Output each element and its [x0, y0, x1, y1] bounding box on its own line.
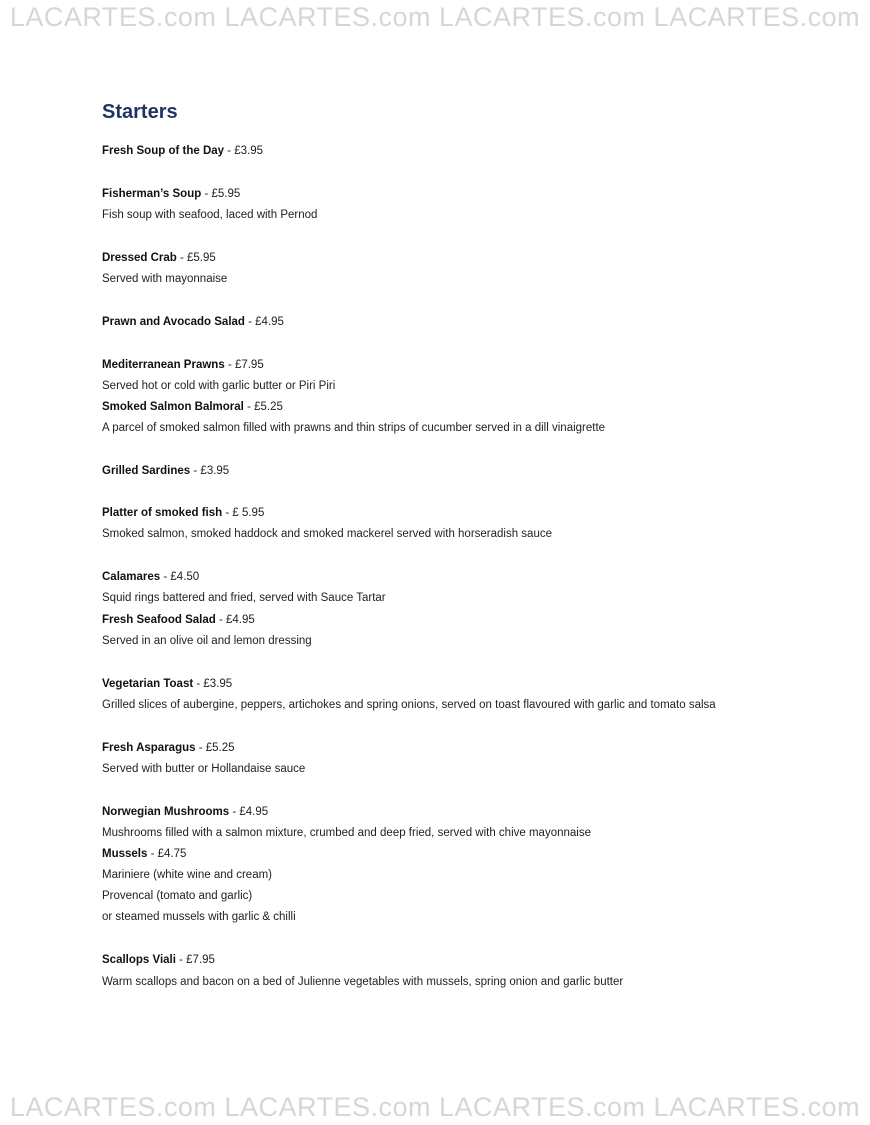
- item-name: Mussels: [102, 848, 148, 860]
- item-price: - £5.95: [176, 252, 216, 264]
- item-name: Fresh Soup of the Day: [102, 145, 225, 157]
- item-name: Prawn and Avocado Salad: [102, 316, 245, 328]
- item-price: - £ 5.95: [222, 507, 265, 519]
- item-price: - £4.50: [160, 571, 200, 583]
- item-name: Vegetarian Toast: [102, 678, 194, 690]
- menu-item-fresh-seafood-salad: [102, 612, 255, 628]
- item-name: Dressed Crab: [102, 252, 177, 264]
- menu-item-platter-smoked-fish: [102, 505, 264, 521]
- item-name: Fresh Asparagus: [102, 742, 196, 754]
- item-name: Grilled Sardines: [102, 465, 191, 477]
- menu-item-prawn-avocado-salad: [102, 314, 284, 330]
- item-description: Served with mayonnaise: [102, 273, 228, 285]
- item-name: Norwegian Mushrooms: [102, 806, 230, 818]
- item-price: - £4.95: [215, 614, 255, 626]
- item-description: Served hot or cold with garlic butter or Piri Piri: [102, 380, 336, 392]
- item-description: Warm scallops and bacon on a bed of Julienne vegetables with mussels, spring onion and garlic butter: [102, 976, 624, 988]
- item-name: Fisherman’s Soup: [102, 188, 202, 200]
- item-name: Scallops Viali: [102, 954, 176, 966]
- item-description: Fish soup with seafood, laced with Pernod: [102, 209, 318, 221]
- menu-item-smoked-salmon-balmoral: [102, 399, 283, 415]
- item-name: Mediterranean Prawns: [102, 359, 225, 371]
- item-name: Fresh Seafood Salad: [102, 614, 216, 626]
- item-price: - £4.75: [147, 848, 187, 860]
- watermark-top: LACARTES.com LACARTES.com LACARTES.com LACARTES.com: [9, 2, 861, 32]
- item-description: Mushrooms filled with a salmon mixture, crumbed and deep fried, served with chive mayonnaise: [102, 827, 591, 839]
- menu-item-grilled-sardines: [102, 463, 229, 479]
- item-description: Squid rings battered and fried, served with Sauce Tartar: [102, 592, 386, 604]
- item-price: - £7.95: [175, 954, 215, 966]
- item-description: Served in an olive oil and lemon dressing: [102, 635, 312, 647]
- watermark-bottom: LACARTES.com LACARTES.com LACARTES.com LACARTES.com: [9, 1092, 861, 1122]
- item-price: - £3.95: [193, 678, 233, 690]
- menu-item-mussels: [102, 846, 186, 862]
- item-description: A parcel of smoked salmon filled with prawns and thin strips of cucumber served in a dill vinaigrette: [102, 422, 606, 434]
- item-description: Mariniere (white wine and cream): [102, 869, 273, 881]
- menu-item-norwegian-mushrooms: [102, 804, 268, 820]
- item-description: Provencal (tomato and garlic): [102, 890, 253, 902]
- menu-item-dressed-crab: [102, 250, 216, 266]
- item-description: Grilled slices of aubergine, peppers, artichokes and spring onions, served on toast flavoured with garlic and tomato salsa: [102, 699, 716, 711]
- item-name: Smoked Salmon Balmoral: [102, 401, 244, 413]
- menu-item-mediterranean-prawns: [102, 357, 264, 373]
- item-name: Calamares: [102, 571, 161, 583]
- menu-item-fresh-soup: [102, 143, 263, 159]
- item-price: - £4.95: [229, 806, 269, 818]
- menu-item-vegetarian-toast: [102, 676, 232, 692]
- item-price: - £5.25: [243, 401, 283, 413]
- menu-item-calamares: [102, 569, 199, 585]
- item-price: - £5.25: [195, 742, 235, 754]
- item-price: - £5.95: [201, 188, 241, 200]
- item-price: - £7.95: [224, 359, 264, 371]
- item-price: - £3.95: [190, 465, 230, 477]
- menu-item-scallops-viali: [102, 952, 215, 968]
- item-description: Smoked salmon, smoked haddock and smoked mackerel served with horseradish sauce: [102, 528, 552, 540]
- item-price: - £4.95: [244, 316, 284, 328]
- menu-item-fishermans-soup: [102, 186, 240, 202]
- section-title: Starters: [102, 101, 178, 123]
- item-description: or steamed mussels with garlic & chilli: [102, 911, 296, 923]
- item-name: Platter of smoked fish: [102, 507, 223, 519]
- menu-item-fresh-asparagus: [102, 740, 235, 756]
- item-description: Served with butter or Hollandaise sauce: [102, 763, 306, 775]
- item-price: - £3.95: [224, 145, 264, 157]
